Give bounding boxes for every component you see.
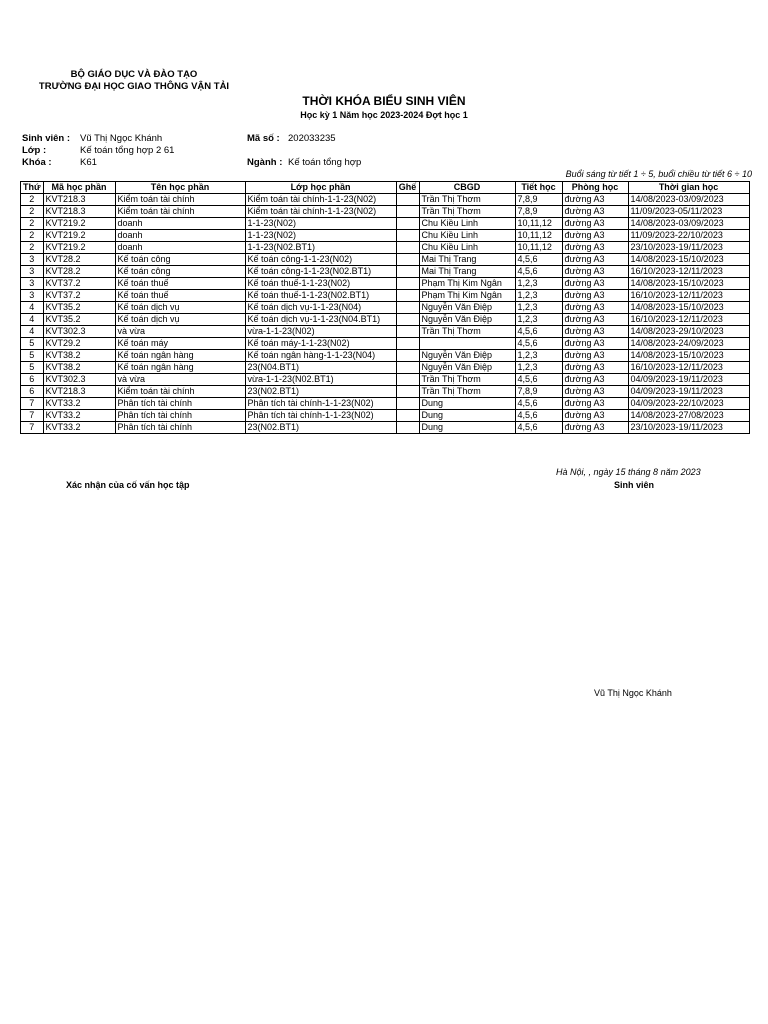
period-cell: 10,11,12 [515,242,562,254]
class-section-cell: Kế toán công-1-1-23(N02) [245,254,396,266]
lecturer-cell: Trần Thị Thơm [419,194,515,206]
ministry-name: BỘ GIÁO DỤC VÀ ĐÀO TẠO [70,69,198,80]
lecturer-cell: Nguyễn Văn Điệp [419,302,515,314]
course-name-cell: Phân tích tài chính [115,410,245,422]
lecturer-cell: Trần Thị Thơm [419,206,515,218]
course-name-cell: Kế toán dịch vụ [115,314,245,326]
column-header: Thứ [21,182,44,194]
period-cell: 7,8,9 [515,206,562,218]
period-cell: 10,11,12 [515,218,562,230]
course-code-cell: KVT38.2 [43,362,115,374]
period-cell: 7,8,9 [515,194,562,206]
period-cell: 4,5,6 [515,254,562,266]
cohort-value: K61 [80,157,97,168]
period-cell: 4,5,6 [515,398,562,410]
table-row [21,314,750,326]
table-row [21,338,750,350]
period-cell: 4,5,6 [515,326,562,338]
class-section-cell: 23(N04.BT1) [245,362,396,374]
date-range-cell: 16/10/2023-12/11/2023 [628,314,749,326]
date-range-cell: 14/08/2023-15/10/2023 [628,302,749,314]
class-section-cell: vừa-1-1-23(N02.BT1) [245,374,396,386]
course-code-cell: KVT219.2 [43,218,115,230]
day-cell: 4 [21,314,44,326]
column-header: Thời gian học [628,182,749,194]
course-code-cell: KVT218.3 [43,194,115,206]
table-row [21,242,750,254]
table-row [21,230,750,242]
seat-cell [396,362,419,374]
seat-cell [396,422,419,434]
class-section-cell: Kiểm toán tài chính-1-1-23(N02) [245,194,396,206]
room-cell: đường A3 [562,194,628,206]
class-section-cell: Kế toán dịch vụ-1-1-23(N04) [245,302,396,314]
seat-cell [396,338,419,350]
course-name-cell: Kế toán thuế [115,290,245,302]
date-range-cell: 14/08/2023-15/10/2023 [628,254,749,266]
day-cell: 2 [21,194,44,206]
date-range-cell: 16/10/2023-12/11/2023 [628,362,749,374]
seat-cell [396,386,419,398]
class-section-cell: Kiểm toán tài chính-1-1-23(N02) [245,206,396,218]
period-cell: 1,2,3 [515,278,562,290]
room-cell: đường A3 [562,266,628,278]
date-range-cell: 16/10/2023-12/11/2023 [628,266,749,278]
column-header: CBGD [419,182,515,194]
date-range-cell: 11/09/2023-05/11/2023 [628,206,749,218]
lecturer-cell: Trần Thị Thơm [419,326,515,338]
class-section-cell: vừa-1-1-23(N02) [245,326,396,338]
lecturer-cell: Phạm Thị Kim Ngân [419,278,515,290]
period-cell: 1,2,3 [515,314,562,326]
column-header: Mã học phần [43,182,115,194]
seat-cell [396,302,419,314]
day-cell: 2 [21,230,44,242]
date-range-cell: 14/08/2023-03/09/2023 [628,194,749,206]
day-cell: 2 [21,218,44,230]
table-row [21,218,750,230]
lecturer-cell: Trần Thị Thơm [419,386,515,398]
class-section-cell: 1-1-23(N02) [245,218,396,230]
seat-cell [396,278,419,290]
course-code-cell: KVT219.2 [43,242,115,254]
table-row [21,410,750,422]
period-cell: 4,5,6 [515,422,562,434]
day-cell: 4 [21,302,44,314]
day-cell: 7 [21,410,44,422]
course-name-cell: doanh [115,218,245,230]
timetable-body [21,194,750,434]
course-name-cell: Kế toán công [115,254,245,266]
class-section-cell: Phân tích tài chính-1-1-23(N02) [245,410,396,422]
course-code-cell: KVT33.2 [43,398,115,410]
period-cell: 1,2,3 [515,350,562,362]
class-value: Kế toán tổng hợp 2 61 [80,145,175,156]
period-cell: 4,5,6 [515,338,562,350]
day-cell: 7 [21,422,44,434]
room-cell: đường A3 [562,230,628,242]
lecturer-cell: Dung [419,422,515,434]
date-range-cell: 16/10/2023-12/11/2023 [628,290,749,302]
course-name-cell: Kế toán thuế [115,278,245,290]
lecturer-cell: Chu Kiều Linh [419,242,515,254]
room-cell: đường A3 [562,302,628,314]
course-name-cell: Phân tích tài chính [115,398,245,410]
class-section-cell: Kế toán công-1-1-23(N02.BT1) [245,266,396,278]
table-row [21,422,750,434]
seat-cell [396,266,419,278]
course-name-cell: Kế toán ngân hàng [115,350,245,362]
seat-cell [396,290,419,302]
room-cell: đường A3 [562,278,628,290]
course-code-cell: KVT302.3 [43,326,115,338]
seat-cell [396,398,419,410]
room-cell: đường A3 [562,422,628,434]
class-section-cell: Kế toán ngân hàng-1-1-23(N04) [245,350,396,362]
timetable [20,181,750,434]
course-code-cell: KVT35.2 [43,302,115,314]
class-section-cell: Kế toán thuế-1-1-23(N02) [245,278,396,290]
course-code-cell: KVT219.2 [43,230,115,242]
room-cell: đường A3 [562,314,628,326]
lecturer-cell: Phạm Thị Kim Ngân [419,290,515,302]
day-cell: 2 [21,206,44,218]
major-value: Kế toán tổng hợp [288,157,362,168]
date-range-cell: 04/09/2023-22/10/2023 [628,398,749,410]
lecturer-cell: Dung [419,410,515,422]
room-cell: đường A3 [562,350,628,362]
course-code-cell: KVT37.2 [43,290,115,302]
session-note: Buổi sáng từ tiết 1 ÷ 5, buổi chiều từ tiết 6 ÷ 10 [565,169,752,179]
class-section-cell: 23(N02.BT1) [245,422,396,434]
table-row [21,362,750,374]
room-cell: đường A3 [562,362,628,374]
room-cell: đường A3 [562,338,628,350]
seat-cell [396,194,419,206]
course-code-cell: KVT28.2 [43,266,115,278]
lecturer-cell: Chu Kiều Linh [419,218,515,230]
signature-date: Hà Nội, , ngày 15 tháng 8 năm 2023 [556,467,701,477]
table-row [21,350,750,362]
room-cell: đường A3 [562,242,628,254]
period-cell: 10,11,12 [515,230,562,242]
seat-cell [396,218,419,230]
date-range-cell: 14/08/2023-29/10/2023 [628,326,749,338]
course-code-cell: KVT37.2 [43,278,115,290]
day-cell: 3 [21,254,44,266]
course-code-cell: KVT33.2 [43,410,115,422]
table-row [21,206,750,218]
column-header: Lớp học phần [245,182,396,194]
student-id: 202033235 [288,133,336,144]
course-name-cell: doanh [115,242,245,254]
date-range-cell: 23/10/2023-19/11/2023 [628,242,749,254]
seat-cell [396,230,419,242]
period-cell: 1,2,3 [515,362,562,374]
student-signature-name: Vũ Thị Ngọc Khánh [594,688,672,698]
seat-cell [396,242,419,254]
major-label: Ngành : [247,157,283,168]
room-cell: đường A3 [562,386,628,398]
period-cell: 4,5,6 [515,374,562,386]
class-label: Lớp : [22,145,47,156]
seat-cell [396,374,419,386]
table-header-row [21,182,750,194]
room-cell: đường A3 [562,218,628,230]
date-range-cell: 14/08/2023-24/09/2023 [628,338,749,350]
course-name-cell: Kiểm toán tài chính [115,386,245,398]
date-range-cell: 23/10/2023-19/11/2023 [628,422,749,434]
lecturer-cell [419,338,515,350]
class-section-cell: 1-1-23(N02) [245,230,396,242]
student-role-label: Sinh viên [614,480,655,490]
seat-cell [396,314,419,326]
seat-cell [396,254,419,266]
seat-cell [396,410,419,422]
date-range-cell: 14/08/2023-15/10/2023 [628,350,749,362]
day-cell: 5 [21,350,44,362]
column-header: Ghế [396,182,419,194]
seat-cell [396,206,419,218]
table-row [21,266,750,278]
period-cell: 4,5,6 [515,410,562,422]
date-range-cell: 14/08/2023-03/09/2023 [628,218,749,230]
room-cell: đường A3 [562,206,628,218]
lecturer-cell: Mai Thị Trang [419,266,515,278]
date-range-cell: 04/09/2023-19/11/2023 [628,374,749,386]
date-range-cell: 14/08/2023-15/10/2023 [628,278,749,290]
class-section-cell: Phân tích tài chính-1-1-23(N02) [245,398,396,410]
day-cell: 6 [21,386,44,398]
room-cell: đường A3 [562,290,628,302]
course-name-cell: Kế toán dịch vụ [115,302,245,314]
column-header: Tên học phần [115,182,245,194]
day-cell: 3 [21,266,44,278]
student-name: Vũ Thị Ngọc Khánh [80,133,163,144]
course-code-cell: KVT35.2 [43,314,115,326]
cohort-label: Khóa : [22,157,52,168]
room-cell: đường A3 [562,374,628,386]
lecturer-cell: Trần Thị Thơm [419,374,515,386]
lecturer-cell: Nguyễn Văn Điệp [419,362,515,374]
course-code-cell: KVT29.2 [43,338,115,350]
column-header: Tiết học [515,182,562,194]
course-code-cell: KVT302.3 [43,374,115,386]
lecturer-cell: Dung [419,398,515,410]
period-cell: 1,2,3 [515,290,562,302]
student-id-label: Mã số : [247,133,280,144]
class-section-cell: 23(N02.BT1) [245,386,396,398]
advisor-confirmation-label: Xác nhận của cố vấn học tập [66,480,190,490]
student-name-label: Sinh viên : [22,133,71,144]
room-cell: đường A3 [562,326,628,338]
period-cell: 7,8,9 [515,386,562,398]
room-cell: đường A3 [562,254,628,266]
lecturer-cell: Mai Thị Trang [419,254,515,266]
course-name-cell: Phân tích tài chính [115,422,245,434]
class-section-cell: 1-1-23(N02.BT1) [245,242,396,254]
course-code-cell: KVT218.3 [43,206,115,218]
period-cell: 4,5,6 [515,266,562,278]
seat-cell [396,326,419,338]
table-row [21,302,750,314]
course-code-cell: KVT33.2 [43,422,115,434]
table-row [21,374,750,386]
course-name-cell: Kiểm toán tài chính [115,206,245,218]
day-cell: 7 [21,398,44,410]
table-row [21,386,750,398]
university-name: TRƯỜNG ĐẠI HỌC GIAO THÔNG VẬN TẢI [38,81,230,92]
date-range-cell: 11/09/2023-22/10/2023 [628,230,749,242]
class-section-cell: Kế toán dịch vụ-1-1-23(N04.BT1) [245,314,396,326]
date-range-cell: 04/09/2023-19/11/2023 [628,386,749,398]
table-row [21,326,750,338]
course-code-cell: KVT28.2 [43,254,115,266]
table-row [21,254,750,266]
day-cell: 3 [21,290,44,302]
room-cell: đường A3 [562,398,628,410]
day-cell: 2 [21,242,44,254]
table-row [21,290,750,302]
table-row [21,278,750,290]
room-cell: đường A3 [562,410,628,422]
course-code-cell: KVT218.3 [43,386,115,398]
day-cell: 5 [21,362,44,374]
course-name-cell: Kế toán công [115,266,245,278]
class-section-cell: Kế toán thuế-1-1-23(N02.BT1) [245,290,396,302]
column-header: Phòng học [562,182,628,194]
day-cell: 3 [21,278,44,290]
table-row [21,194,750,206]
course-code-cell: KVT38.2 [43,350,115,362]
course-name-cell: Kế toán máy [115,338,245,350]
seat-cell [396,350,419,362]
course-name-cell: và vừa [115,326,245,338]
class-section-cell: Kế toán máy-1-1-23(N02) [245,338,396,350]
document-subtitle: Học kỳ 1 Năm học 2023-2024 Đợt học 1 [300,110,468,120]
course-name-cell: doanh [115,230,245,242]
table-row [21,398,750,410]
date-range-cell: 14/08/2023-27/08/2023 [628,410,749,422]
period-cell: 1,2,3 [515,302,562,314]
course-name-cell: Kiểm toán tài chính [115,194,245,206]
day-cell: 5 [21,338,44,350]
day-cell: 4 [21,326,44,338]
course-name-cell: và vừa [115,374,245,386]
day-cell: 6 [21,374,44,386]
lecturer-cell: Nguyễn Văn Điệp [419,314,515,326]
document-title: THỜI KHÓA BIỂU SINH VIÊN [302,94,466,108]
course-name-cell: Kế toán ngân hàng [115,362,245,374]
lecturer-cell: Nguyễn Văn Điệp [419,350,515,362]
lecturer-cell: Chu Kiều Linh [419,230,515,242]
